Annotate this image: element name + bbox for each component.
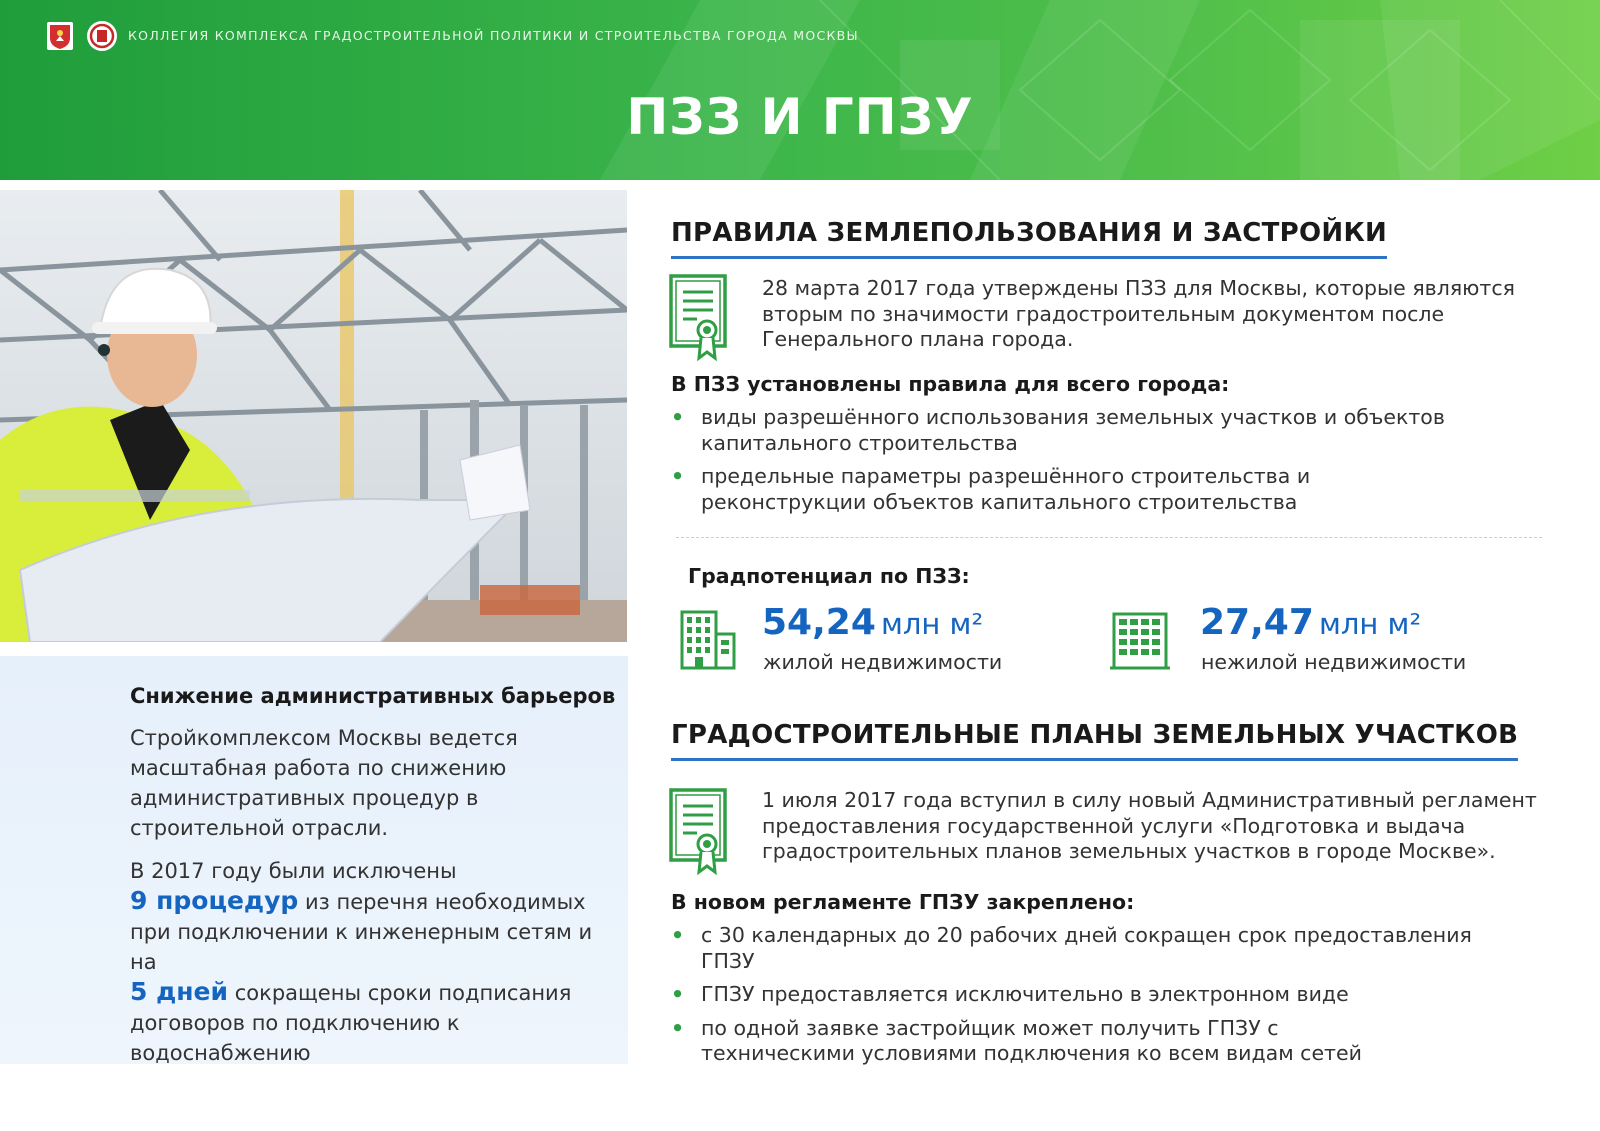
list-item: • по одной заявке застройщик может получить ГПЗУ с техническими условиями подключения ко всем видам сетей	[671, 1015, 1362, 1065]
list-item: • ГПЗУ предоставляется исключительно в электронном виде	[671, 982, 1349, 1006]
admin-barriers-results	[130, 856, 615, 1068]
results-tail: сокращены сроки подписания договоров по подключению к водоснабжению	[130, 981, 572, 1065]
pzz-rules-list	[671, 405, 1461, 515]
document-certificate-icon	[667, 274, 731, 362]
admin-barriers-title: Снижение административных барьеров	[130, 684, 616, 708]
stat-nonresidential-value: 27,47 млн м²	[1200, 602, 1422, 643]
pzz-intro-text: 28 марта 2017 года утверждены ПЗЗ для Москвы, которые являются вторым по значимости градостроительным документом после Генерального плана города.	[762, 276, 1515, 351]
document-certificate-icon	[667, 788, 731, 876]
admin-barriers-paragraph: Стройкомплексом Москвы ведется масштабная работа по снижению административных процедур в строительной отрасли.	[130, 726, 518, 840]
gpzu-rules-title: В новом регламенте ГПЗУ закреплено:	[671, 890, 1135, 914]
stat-residential-caption: жилой недвижимости	[763, 650, 1003, 674]
section-divider	[676, 537, 1542, 538]
potential-title: Градпотенциал по ПЗЗ:	[688, 564, 970, 588]
stat-nonresidential-caption: нежилой недвижимости	[1201, 650, 1467, 674]
highlight-days: 5 дней	[130, 977, 229, 1006]
results-lead: В 2017 году были исключены	[130, 859, 457, 883]
pzz-section-title: ПРАВИЛА ЗЕМЛЕПОЛЬЗОВАНИЯ И ЗАСТРОЙКИ	[671, 218, 1387, 259]
office-building-icon	[1108, 608, 1172, 672]
college-seal-icon	[86, 20, 118, 52]
gpzu-rules-list	[671, 923, 1531, 1067]
residential-building-icon	[676, 608, 740, 672]
list-item: • с 30 календарных до 20 рабочих дней сокращен срок предоставления ГПЗУ	[671, 923, 1472, 973]
list-item: • предельные параметры разрешённого строительства и реконструкции объектов капитального строительства	[671, 464, 1311, 514]
header-banner	[0, 0, 1600, 180]
pzz-rules-title: В ПЗЗ установлены правила для всего города:	[671, 372, 1230, 396]
highlight-procedures: 9 процедур	[130, 886, 299, 915]
college-name: КОЛЛЕГИЯ КОМПЛЕКСА ГРАДОСТРОИТЕЛЬНОЙ ПОЛИТИКИ И СТРОИТЕЛЬСТВА ГОРОДА МОСКВЫ	[128, 28, 859, 43]
results-mid: из перечня необходимых при подключении к инженерным сетям и на	[130, 890, 593, 974]
moscow-coat-of-arms-icon	[44, 20, 76, 52]
gpzu-intro-text: 1 июля 2017 года вступил в силу новый Административный регламент предоставления государственной услуги «Подготовка и выдача градостроительных планов земельных участков в городе Москве».	[762, 788, 1537, 863]
list-item: • виды разрешённого использования земельных участков и объектов капитального строительства	[671, 405, 1445, 455]
gpzu-section-title: ГРАДОСТРОИТЕЛЬНЫЕ ПЛАНЫ ЗЕМЕЛЬНЫХ УЧАСТКОВ	[671, 720, 1518, 761]
stat-residential-value: 54,24 млн м²	[762, 602, 984, 643]
page-title: ПЗЗ И ГПЗУ	[626, 88, 974, 146]
construction-worker-photo	[0, 190, 627, 642]
